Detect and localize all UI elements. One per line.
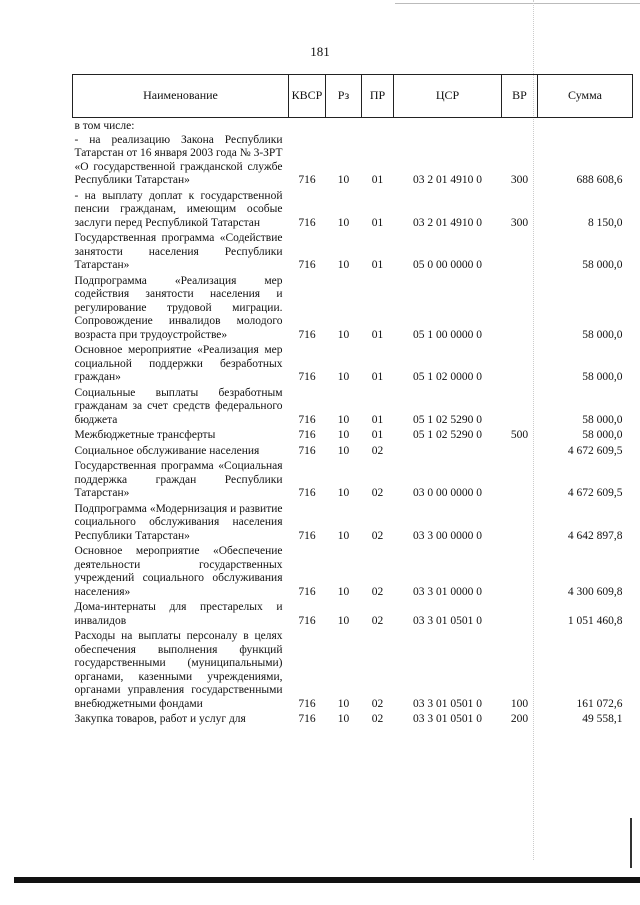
cell-rz: 10 — [337, 413, 350, 426]
table-row — [73, 190, 633, 233]
cell-rz: 10 — [337, 697, 350, 710]
cell-csr: 05 1 02 0000 0 — [413, 371, 482, 383]
header-csr: ЦСР — [394, 75, 502, 118]
cell-csr: 05 1 00 0000 0 — [413, 328, 482, 341]
page-number: 181 — [310, 44, 330, 59]
cell-vr — [502, 275, 538, 345]
cell-name: Подпрограмма «Модернизация и развитие социального обслуживания населения Республики Татарстан» — [74, 502, 283, 542]
header-vr: ВР — [502, 75, 538, 118]
cell-vr — [502, 503, 538, 546]
cell-sum: 8 150,0 — [588, 216, 623, 229]
cell-csr: 03 2 01 4910 0 — [413, 174, 482, 186]
header-name: Наименование — [73, 75, 289, 118]
cell-pr: 02 — [371, 614, 384, 627]
cell-kvsr: 716 — [298, 371, 316, 383]
subheading: в том числе: — [74, 120, 135, 132]
cell-csr: 05 1 02 5290 0 — [413, 413, 482, 426]
cell-rz: 10 — [337, 216, 350, 229]
cell-pr: 02 — [371, 529, 384, 542]
cell-pr: 01 — [371, 371, 384, 383]
cell-pr: 01 — [371, 413, 384, 426]
cell-kvsr: 716 — [298, 259, 316, 271]
cell-vr: 500 — [510, 429, 529, 441]
cell-name: Основное мероприятие «Реализация мер социальной поддержки безработных граждан» — [74, 344, 283, 383]
cell-rz: 10 — [337, 585, 350, 598]
table-row — [73, 134, 633, 190]
cell-name: Основное мероприятие «Обеспечение деятельности государственных учреждений социального обслуживания населения» — [74, 545, 283, 598]
cell-kvsr: 716 — [298, 585, 316, 598]
cell-vr — [502, 545, 538, 601]
cell-sum: 4 672 609,5 — [567, 487, 623, 499]
cell-csr: 03 3 01 0000 0 — [413, 585, 482, 598]
cell-csr: 03 3 01 0501 0 — [413, 713, 482, 725]
cell-rz: 10 — [337, 713, 350, 725]
cell-name: Расходы на выплаты персоналу в целях обеспечения выполнения функций государственными (муниципальными) органами, казенными учреждениями, органами управления государственными внебюджетными фондами — [74, 630, 283, 710]
scan-bar — [14, 877, 640, 883]
cell-pr: 02 — [371, 713, 384, 725]
cell-pr: 02 — [371, 585, 384, 598]
cell-name: Межбюджетные трансферты — [74, 429, 216, 441]
cell-name: - на выплату доплат к государственной пенсии гражданам, имеющим особые заслуги перед Республикой Татарстан — [74, 189, 283, 229]
table-row — [73, 503, 633, 546]
cell-csr: 03 0 00 0000 0 — [413, 487, 482, 499]
cell-kvsr: 716 — [298, 487, 316, 499]
cell-csr — [394, 445, 502, 461]
cell-vr — [502, 445, 538, 461]
cell-sum: 4 642 897,8 — [567, 529, 623, 542]
scan-edge-line — [395, 3, 640, 4]
cell-vr: 200 — [510, 713, 529, 725]
cell-kvsr: 716 — [298, 529, 316, 542]
cell-rz: 10 — [337, 429, 350, 441]
cell-rz: 10 — [337, 487, 350, 499]
cell-sum: 58 000,0 — [582, 413, 623, 426]
subheading-row — [73, 118, 633, 134]
cell-name: Закупка товаров, работ и услуг для — [74, 713, 246, 725]
table-body — [73, 118, 633, 729]
cell-sum: 49 558,1 — [582, 713, 623, 725]
table-header-row — [73, 75, 633, 118]
cell-name: - на реализацию Закона Республики Татарстан от 16 января 2003 года № 3-ЗРТ «О государственной гражданской службе Республики Татарстан» — [74, 133, 283, 186]
cell-pr: 02 — [371, 487, 384, 499]
cell-kvsr: 716 — [298, 713, 316, 725]
cell-kvsr: 716 — [298, 697, 316, 710]
cell-vr — [502, 344, 538, 387]
cell-csr: 03 2 01 4910 0 — [413, 216, 482, 229]
cell-kvsr: 716 — [298, 429, 316, 441]
header-kvsr: КВСР — [289, 75, 326, 118]
cell-sum: 688 608,6 — [576, 174, 623, 186]
cell-csr: 03 3 01 0501 0 — [413, 614, 482, 627]
table-row — [73, 630, 633, 713]
cell-name: Государственная программа «Социальная поддержка граждан Республики Татарстан» — [74, 460, 283, 499]
table-row — [73, 545, 633, 601]
header-pr: ПР — [362, 75, 394, 118]
cell-rz: 10 — [337, 174, 350, 186]
cell-csr: 05 0 00 0000 0 — [413, 259, 482, 271]
cell-sum: 58 000,0 — [582, 259, 623, 271]
cell-vr: 300 — [510, 216, 529, 229]
cell-csr: 05 1 02 5290 0 — [413, 429, 482, 441]
budget-table — [72, 74, 633, 729]
cell-pr: 01 — [371, 429, 384, 441]
cell-pr: 01 — [371, 174, 384, 186]
cell-kvsr: 716 — [298, 216, 316, 229]
cell-vr — [502, 460, 538, 503]
table-row — [73, 713, 633, 729]
cell-pr: 01 — [371, 259, 384, 271]
cell-name: Социальные выплаты безработным гражданам за счет средств федерального бюджета — [74, 386, 283, 426]
cell-sum: 161 072,6 — [576, 697, 623, 710]
cell-vr — [502, 601, 538, 630]
cell-kvsr: 716 — [298, 413, 316, 426]
cell-pr: 01 — [371, 328, 384, 341]
header-rz: Рз — [326, 75, 362, 118]
table-row — [73, 387, 633, 430]
table-row — [73, 429, 633, 445]
cell-sum: 58 000,0 — [582, 328, 623, 341]
cell-sum: 4 300 609,8 — [567, 585, 623, 598]
cell-kvsr: 716 — [298, 614, 316, 627]
cell-pr: 02 — [371, 444, 384, 457]
cell-kvsr: 716 — [298, 328, 316, 341]
table-row — [73, 232, 633, 275]
table-row — [73, 601, 633, 630]
cell-rz: 10 — [337, 529, 350, 542]
cell-rz: 10 — [337, 444, 350, 457]
cell-pr: 01 — [371, 216, 384, 229]
cell-name: Дома-интернаты для престарелых и инвалидов — [74, 601, 283, 627]
cell-vr: 100 — [510, 697, 529, 710]
cell-sum: 58 000,0 — [582, 371, 623, 383]
cell-name: Социальное обслуживание населения — [74, 444, 260, 457]
cell-kvsr: 716 — [298, 174, 316, 186]
table-row — [73, 275, 633, 345]
cell-name: Подпрограмма «Реализация мер содействия занятости населения и регулирование трудовой миграции. Сопровождение инвалидов молодого возраста при трудоустройстве» — [74, 274, 283, 341]
cell-rz: 10 — [337, 371, 350, 383]
cell-rz: 10 — [337, 259, 350, 271]
cell-rz: 10 — [337, 328, 350, 341]
cell-vr — [502, 232, 538, 275]
cell-vr: 300 — [510, 174, 529, 186]
cell-csr: 03 3 00 0000 0 — [413, 529, 482, 542]
scan-edge-mark — [630, 818, 632, 868]
cell-kvsr: 716 — [298, 444, 316, 457]
table-row — [73, 344, 633, 387]
table-row — [73, 445, 633, 461]
cell-sum: 4 672 609,5 — [567, 444, 623, 457]
cell-name: Государственная программа «Содействие занятости населения Республики Татарстан» — [74, 232, 283, 271]
cell-pr: 02 — [371, 697, 384, 710]
cell-sum: 58 000,0 — [582, 429, 623, 441]
table-row — [73, 460, 633, 503]
cell-csr: 03 3 01 0501 0 — [413, 697, 482, 710]
cell-vr — [502, 387, 538, 430]
cell-sum: 1 051 460,8 — [567, 614, 623, 627]
cell-rz: 10 — [337, 614, 350, 627]
header-sum: Сумма — [538, 75, 633, 118]
